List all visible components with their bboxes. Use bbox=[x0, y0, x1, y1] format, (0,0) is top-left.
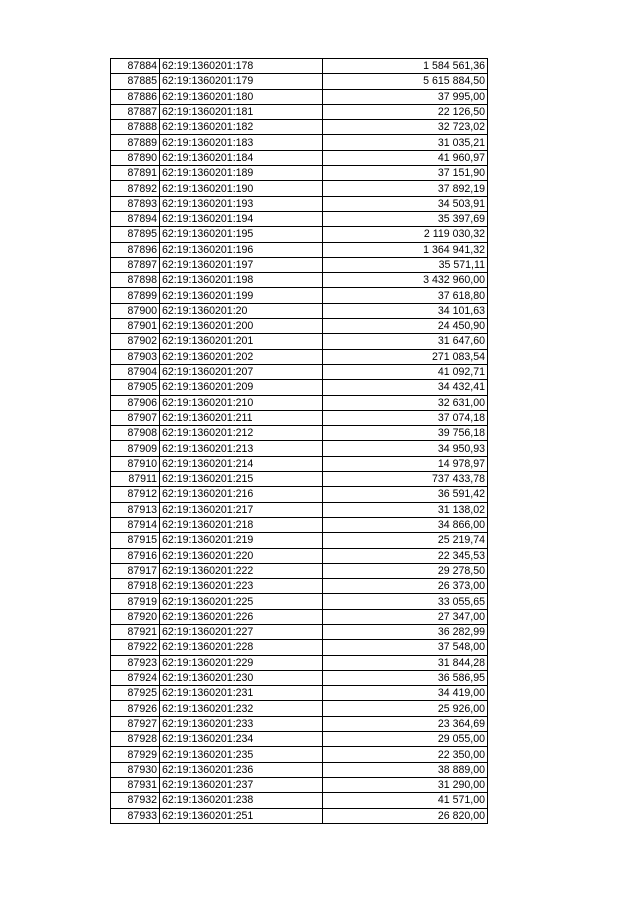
cadastral-value-cell: 2 119 030,32 bbox=[323, 227, 488, 242]
row-number-cell: 87904 bbox=[111, 364, 160, 379]
cadastral-value-cell: 34 419,00 bbox=[323, 686, 488, 701]
cadastral-value-cell: 5 615 884,50 bbox=[323, 74, 488, 89]
row-number-cell: 87915 bbox=[111, 533, 160, 548]
cadastral-value-cell: 34 950,93 bbox=[323, 441, 488, 456]
row-number-cell: 87912 bbox=[111, 487, 160, 502]
cadastral-value-cell: 29 278,50 bbox=[323, 563, 488, 578]
row-number-cell: 87889 bbox=[111, 135, 160, 150]
row-number-cell: 87899 bbox=[111, 288, 160, 303]
cadastral-number-cell: 62:19:1360201:218 bbox=[160, 517, 323, 532]
cadastral-number-cell: 62:19:1360201:190 bbox=[160, 181, 323, 196]
cadastral-value-cell: 25 219,74 bbox=[323, 533, 488, 548]
cadastral-value-cell: 35 571,11 bbox=[323, 257, 488, 272]
cadastral-value-cell: 1 364 941,32 bbox=[323, 242, 488, 257]
cadastral-value-cell: 22 350,00 bbox=[323, 747, 488, 762]
row-number-cell: 87928 bbox=[111, 732, 160, 747]
cadastral-value-cell: 37 548,00 bbox=[323, 640, 488, 655]
table-row bbox=[111, 135, 488, 150]
row-number-cell: 87905 bbox=[111, 380, 160, 395]
table-row bbox=[111, 793, 488, 808]
table-row bbox=[111, 686, 488, 701]
row-number-cell: 87920 bbox=[111, 609, 160, 624]
cadastral-number-cell: 62:19:1360201:223 bbox=[160, 579, 323, 594]
cadastral-number-cell: 62:19:1360201:194 bbox=[160, 211, 323, 226]
cadastral-number-cell: 62:19:1360201:234 bbox=[160, 732, 323, 747]
cadastral-number-cell: 62:19:1360201:238 bbox=[160, 793, 323, 808]
cadastral-value-cell: 31 844,28 bbox=[323, 655, 488, 670]
row-number-cell: 87898 bbox=[111, 273, 160, 288]
table-row bbox=[111, 410, 488, 425]
table-row bbox=[111, 579, 488, 594]
cadastral-number-cell: 62:19:1360201:237 bbox=[160, 777, 323, 792]
cadastral-number-cell: 62:19:1360201:179 bbox=[160, 74, 323, 89]
cadastral-number-cell: 62:19:1360201:232 bbox=[160, 701, 323, 716]
row-number-cell: 87913 bbox=[111, 502, 160, 517]
cadastral-number-cell: 62:19:1360201:198 bbox=[160, 273, 323, 288]
cadastral-number-cell: 62:19:1360201:228 bbox=[160, 640, 323, 655]
cadastral-value-cell: 27 347,00 bbox=[323, 609, 488, 624]
table-row bbox=[111, 502, 488, 517]
cadastral-value-cell: 33 055,65 bbox=[323, 594, 488, 609]
cadastral-value-cell: 37 074,18 bbox=[323, 410, 488, 425]
row-number-cell: 87897 bbox=[111, 257, 160, 272]
cadastral-number-cell: 62:19:1360201:230 bbox=[160, 670, 323, 685]
cadastral-value-cell: 36 282,99 bbox=[323, 624, 488, 639]
cadastral-number-cell: 62:19:1360201:180 bbox=[160, 89, 323, 104]
row-number-cell: 87886 bbox=[111, 89, 160, 104]
cadastral-number-cell: 62:19:1360201:184 bbox=[160, 150, 323, 165]
cadastral-number-cell: 62:19:1360201:251 bbox=[160, 808, 323, 823]
cadastral-value-cell: 39 756,18 bbox=[323, 426, 488, 441]
cadastral-number-cell: 62:19:1360201:236 bbox=[160, 762, 323, 777]
row-number-cell: 87888 bbox=[111, 120, 160, 135]
cadastral-number-cell: 62:19:1360201:222 bbox=[160, 563, 323, 578]
cadastral-number-cell: 62:19:1360201:209 bbox=[160, 380, 323, 395]
table-row bbox=[111, 533, 488, 548]
cadastral-number-cell: 62:19:1360201:193 bbox=[160, 196, 323, 211]
table-row bbox=[111, 150, 488, 165]
row-number-cell: 87930 bbox=[111, 762, 160, 777]
table-row bbox=[111, 395, 488, 410]
row-number-cell: 87887 bbox=[111, 104, 160, 119]
cadastral-value-cell: 31 647,60 bbox=[323, 334, 488, 349]
cadastral-number-cell: 62:19:1360201:211 bbox=[160, 410, 323, 425]
cadastral-number-cell: 62:19:1360201:215 bbox=[160, 472, 323, 487]
row-number-cell: 87932 bbox=[111, 793, 160, 808]
table-row bbox=[111, 624, 488, 639]
cadastral-value-cell: 37 892,19 bbox=[323, 181, 488, 196]
table-row bbox=[111, 89, 488, 104]
cadastral-number-cell: 62:19:1360201:201 bbox=[160, 334, 323, 349]
table-row bbox=[111, 211, 488, 226]
cadastral-value-cell: 34 432,41 bbox=[323, 380, 488, 395]
table-row bbox=[111, 487, 488, 502]
row-number-cell: 87929 bbox=[111, 747, 160, 762]
table-row bbox=[111, 426, 488, 441]
row-number-cell: 87900 bbox=[111, 303, 160, 318]
cadastral-value-cell: 36 591,42 bbox=[323, 487, 488, 502]
cadastral-number-cell: 62:19:1360201:213 bbox=[160, 441, 323, 456]
row-number-cell: 87910 bbox=[111, 456, 160, 471]
table-row bbox=[111, 319, 488, 334]
table-row bbox=[111, 349, 488, 364]
row-number-cell: 87894 bbox=[111, 211, 160, 226]
cadastral-value-cell: 29 055,00 bbox=[323, 732, 488, 747]
cadastral-number-cell: 62:19:1360201:181 bbox=[160, 104, 323, 119]
table-row bbox=[111, 181, 488, 196]
row-number-cell: 87918 bbox=[111, 579, 160, 594]
row-number-cell: 87909 bbox=[111, 441, 160, 456]
row-number-cell: 87907 bbox=[111, 410, 160, 425]
cadastral-value-cell: 38 889,00 bbox=[323, 762, 488, 777]
cadastral-number-cell: 62:19:1360201:233 bbox=[160, 716, 323, 731]
row-number-cell: 87926 bbox=[111, 701, 160, 716]
cadastral-number-cell: 62:19:1360201:199 bbox=[160, 288, 323, 303]
row-number-cell: 87903 bbox=[111, 349, 160, 364]
cadastral-value-cell: 24 450,90 bbox=[323, 319, 488, 334]
table-row bbox=[111, 242, 488, 257]
cadastral-value-cell: 37 995,00 bbox=[323, 89, 488, 104]
table-row bbox=[111, 166, 488, 181]
cadastral-number-cell: 62:19:1360201:220 bbox=[160, 548, 323, 563]
cadastral-number-cell: 62:19:1360201:214 bbox=[160, 456, 323, 471]
table-row bbox=[111, 594, 488, 609]
cadastral-value-cell: 737 433,78 bbox=[323, 472, 488, 487]
cadastral-value-cell: 34 503,91 bbox=[323, 196, 488, 211]
row-number-cell: 87931 bbox=[111, 777, 160, 792]
table-row bbox=[111, 777, 488, 792]
row-number-cell: 87895 bbox=[111, 227, 160, 242]
table-row bbox=[111, 59, 488, 74]
cadastral-value-cell: 36 586,95 bbox=[323, 670, 488, 685]
row-number-cell: 87914 bbox=[111, 517, 160, 532]
cadastral-number-cell: 62:19:1360201:183 bbox=[160, 135, 323, 150]
table-row bbox=[111, 273, 488, 288]
table-row bbox=[111, 120, 488, 135]
row-number-cell: 87884 bbox=[111, 59, 160, 74]
table-body bbox=[111, 59, 488, 824]
table-row bbox=[111, 441, 488, 456]
table-row bbox=[111, 456, 488, 471]
row-number-cell: 87927 bbox=[111, 716, 160, 731]
cadastral-number-cell: 62:19:1360201:196 bbox=[160, 242, 323, 257]
row-number-cell: 87901 bbox=[111, 319, 160, 334]
row-number-cell: 87922 bbox=[111, 640, 160, 655]
cadastral-value-cell: 1 584 561,36 bbox=[323, 59, 488, 74]
table-row bbox=[111, 380, 488, 395]
cadastral-value-cell: 22 345,53 bbox=[323, 548, 488, 563]
table-row bbox=[111, 517, 488, 532]
row-number-cell: 87911 bbox=[111, 472, 160, 487]
cadastral-value-cell: 31 290,00 bbox=[323, 777, 488, 792]
cadastral-value-cell: 14 978,97 bbox=[323, 456, 488, 471]
table-row bbox=[111, 548, 488, 563]
row-number-cell: 87896 bbox=[111, 242, 160, 257]
cadastral-number-cell: 62:19:1360201:195 bbox=[160, 227, 323, 242]
table-row bbox=[111, 808, 488, 823]
table-row bbox=[111, 701, 488, 716]
table-row bbox=[111, 609, 488, 624]
row-number-cell: 87923 bbox=[111, 655, 160, 670]
row-number-cell: 87921 bbox=[111, 624, 160, 639]
row-number-cell: 87925 bbox=[111, 686, 160, 701]
cadastral-value-cell: 22 126,50 bbox=[323, 104, 488, 119]
cadastral-value-cell: 41 960,97 bbox=[323, 150, 488, 165]
cadastral-value-table bbox=[110, 58, 488, 824]
row-number-cell: 87885 bbox=[111, 74, 160, 89]
table-row bbox=[111, 732, 488, 747]
cadastral-value-cell: 26 820,00 bbox=[323, 808, 488, 823]
table-row bbox=[111, 655, 488, 670]
cadastral-number-cell: 62:19:1360201:212 bbox=[160, 426, 323, 441]
row-number-cell: 87908 bbox=[111, 426, 160, 441]
table-row bbox=[111, 670, 488, 685]
table-row bbox=[111, 762, 488, 777]
row-number-cell: 87933 bbox=[111, 808, 160, 823]
table-row bbox=[111, 257, 488, 272]
cadastral-number-cell: 62:19:1360201:197 bbox=[160, 257, 323, 272]
row-number-cell: 87892 bbox=[111, 181, 160, 196]
table-row bbox=[111, 472, 488, 487]
cadastral-number-cell: 62:19:1360201:217 bbox=[160, 502, 323, 517]
cadastral-number-cell: 62:19:1360201:219 bbox=[160, 533, 323, 548]
table-row bbox=[111, 640, 488, 655]
cadastral-value-cell: 23 364,69 bbox=[323, 716, 488, 731]
table-row bbox=[111, 334, 488, 349]
cadastral-number-cell: 62:19:1360201:216 bbox=[160, 487, 323, 502]
cadastral-number-cell: 62:19:1360201:182 bbox=[160, 120, 323, 135]
table-row bbox=[111, 227, 488, 242]
cadastral-value-cell: 41 092,71 bbox=[323, 364, 488, 379]
table-row bbox=[111, 288, 488, 303]
table-row bbox=[111, 303, 488, 318]
cadastral-number-cell: 62:19:1360201:231 bbox=[160, 686, 323, 701]
row-number-cell: 87891 bbox=[111, 166, 160, 181]
cadastral-number-cell: 62:19:1360201:189 bbox=[160, 166, 323, 181]
cadastral-value-cell: 41 571,00 bbox=[323, 793, 488, 808]
cadastral-number-cell: 62:19:1360201:235 bbox=[160, 747, 323, 762]
cadastral-value-cell: 31 035,21 bbox=[323, 135, 488, 150]
cadastral-value-cell: 32 631,00 bbox=[323, 395, 488, 410]
cadastral-number-cell: 62:19:1360201:226 bbox=[160, 609, 323, 624]
table-row bbox=[111, 364, 488, 379]
cadastral-value-cell: 37 618,80 bbox=[323, 288, 488, 303]
cadastral-value-cell: 34 866,00 bbox=[323, 517, 488, 532]
row-number-cell: 87890 bbox=[111, 150, 160, 165]
row-number-cell: 87893 bbox=[111, 196, 160, 211]
cadastral-number-cell: 62:19:1360201:229 bbox=[160, 655, 323, 670]
table-row bbox=[111, 74, 488, 89]
cadastral-number-cell: 62:19:1360201:210 bbox=[160, 395, 323, 410]
cadastral-number-cell: 62:19:1360201:20 bbox=[160, 303, 323, 318]
row-number-cell: 87917 bbox=[111, 563, 160, 578]
cadastral-number-cell: 62:19:1360201:200 bbox=[160, 319, 323, 334]
cadastral-value-cell: 25 926,00 bbox=[323, 701, 488, 716]
cadastral-number-cell: 62:19:1360201:202 bbox=[160, 349, 323, 364]
cadastral-value-cell: 31 138,02 bbox=[323, 502, 488, 517]
cadastral-value-cell: 37 151,90 bbox=[323, 166, 488, 181]
row-number-cell: 87916 bbox=[111, 548, 160, 563]
cadastral-value-cell: 3 432 960,00 bbox=[323, 273, 488, 288]
cadastral-value-cell: 34 101,63 bbox=[323, 303, 488, 318]
table-row bbox=[111, 563, 488, 578]
cadastral-number-cell: 62:19:1360201:225 bbox=[160, 594, 323, 609]
cadastral-number-cell: 62:19:1360201:227 bbox=[160, 624, 323, 639]
cadastral-value-cell: 32 723,02 bbox=[323, 120, 488, 135]
cadastral-number-cell: 62:19:1360201:178 bbox=[160, 59, 323, 74]
cadastral-value-cell: 26 373,00 bbox=[323, 579, 488, 594]
cadastral-value-cell: 271 083,54 bbox=[323, 349, 488, 364]
row-number-cell: 87924 bbox=[111, 670, 160, 685]
table-row bbox=[111, 716, 488, 731]
row-number-cell: 87906 bbox=[111, 395, 160, 410]
row-number-cell: 87919 bbox=[111, 594, 160, 609]
cadastral-number-cell: 62:19:1360201:207 bbox=[160, 364, 323, 379]
table-row bbox=[111, 747, 488, 762]
table-row bbox=[111, 196, 488, 211]
table-row bbox=[111, 104, 488, 119]
row-number-cell: 87902 bbox=[111, 334, 160, 349]
cadastral-value-cell: 35 397,69 bbox=[323, 211, 488, 226]
